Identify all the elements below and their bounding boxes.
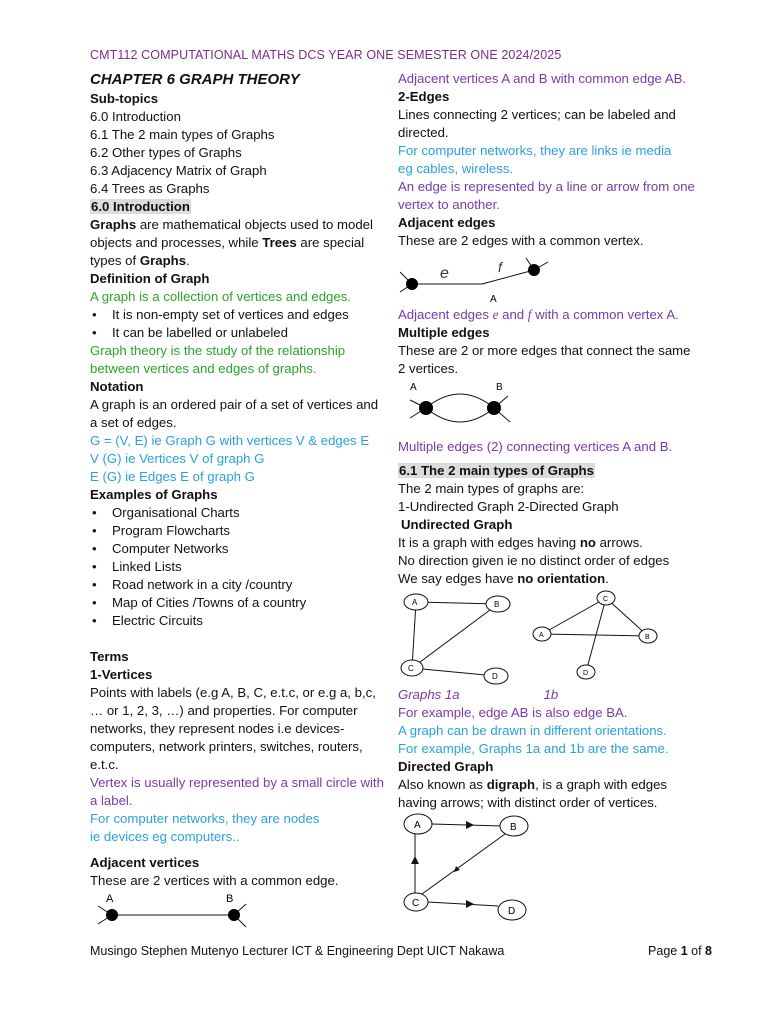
vertex-label: D [508, 906, 516, 917]
list-item: • Organisational Charts [90, 504, 385, 522]
subtopics-heading: Sub-topics [90, 91, 159, 106]
undirected-graphs-figure [398, 588, 668, 686]
definition-bullets [90, 306, 385, 342]
list-item: • It can be labelled or unlabeled [90, 324, 385, 342]
types-text: The 2 main types of graphs are: [398, 481, 585, 496]
undirected-text: We say edges have no orientation. [398, 571, 609, 586]
notation-text: A graph is an ordered pair of a set of vertices and a set of edges. [90, 397, 379, 430]
subtopic-item: 6.4 Trees as Graphs [90, 181, 210, 196]
intro-paragraph: Graphs are mathematical objects used to model objects and processes, while Trees are special types of Graphs. [90, 217, 373, 268]
orientation-note: For example, Graphs 1a and 1b are the same. [398, 741, 669, 756]
list-item: • Computer Networks [90, 540, 385, 558]
chapter-title: CHAPTER 6 GRAPH THEORY [90, 71, 300, 88]
right-column [398, 70, 698, 924]
vertex-label: D [492, 672, 498, 681]
orientation-note: For example, edge AB is also edge BA. [398, 705, 628, 720]
vertices-note: Vertex is usually represented by a small circle with a label. [90, 775, 384, 808]
multiple-edges-heading: Multiple edges [398, 325, 490, 340]
types-heading: 6.1 The 2 main types of Graphs [399, 463, 594, 478]
notation-line: G = (V, E) ie Graph G with vertices V & edges E [90, 433, 370, 448]
directed-heading: Directed Graph [398, 759, 494, 774]
definition-text: A graph is a collection of vertices and edges. [90, 289, 351, 304]
adjacent-vertices-caption: Adjacent vertices A and B with common edge AB. [398, 71, 687, 86]
adjacent-vertices-heading: Adjacent vertices [90, 855, 200, 870]
subtopic-item: 6.0 Introduction [90, 109, 181, 124]
vertices-network-line: For computer networks, they are nodes [90, 811, 320, 826]
undirected-heading: Undirected Graph [401, 517, 513, 532]
vertices-network-line: ie devices eg computers.. [90, 829, 240, 844]
vertex-label: B [510, 822, 517, 833]
edges-note: An edge is represented by a line or arrow from one vertex to another. [398, 179, 695, 212]
edge-label: f [498, 259, 502, 275]
adjacent-vertices-figure [90, 890, 270, 932]
notation-heading: Notation [90, 379, 144, 394]
multiple-edges-text: These are 2 or more edges that connect the same 2 vertices. [398, 343, 691, 376]
vertex-label: C [603, 596, 609, 603]
types-text: 1-Undirected Graph 2-Directed Graph [398, 499, 619, 514]
left-column [90, 70, 385, 932]
list-item: • Linked Lists [90, 558, 385, 576]
directed-graph-figure [398, 812, 548, 924]
intro-heading: 6.0 Introduction [91, 199, 190, 214]
multiple-edges-caption: Multiple edges (2) connecting vertices A and B. [398, 439, 673, 454]
vertex-label: A [106, 893, 114, 905]
list-item: • Electric Circuits [90, 612, 385, 630]
directed-text: Also known as digraph, is a graph with edges having arrows; with distinct order of vertices. [398, 777, 668, 810]
graphs-caption: Graphs 1a 1b [398, 687, 559, 702]
footer-author: Musingo Stephen Mutenyo Lecturer ICT & Engineering Dept UICT Nakawa [90, 944, 505, 958]
definition-heading: Definition of Graph [90, 271, 210, 286]
subtopic-item: 6.2 Other types of Graphs [90, 145, 242, 160]
page-number: Page 1 of 8 [648, 944, 712, 958]
vertex-label: A [490, 294, 497, 305]
notation-line: E (G) ie Edges E of graph G [90, 469, 255, 484]
vertex-label: C [412, 898, 420, 909]
vertex-label: B [496, 382, 503, 393]
undirected-text: No direction given ie no distinct order of edges [398, 553, 670, 568]
graph-theory-text: Graph theory is the study of the relationship between vertices and edges of graphs. [90, 343, 346, 376]
vertex-label: B [226, 893, 234, 905]
examples-list [90, 504, 385, 630]
edges-text: Lines connecting 2 vertices; can be labeled and directed. [398, 107, 676, 140]
vertex-label: C [408, 664, 414, 673]
multiple-edges-figure [398, 378, 528, 432]
adjacent-vertices-text: These are 2 vertices with a common edge. [90, 873, 339, 888]
vertex-label: A [539, 632, 544, 639]
edges-network-line: For computer networks, they are links ie media [398, 143, 672, 158]
page-footer [90, 942, 712, 960]
vertex-label: D [583, 670, 589, 677]
subtopic-item: 6.3 Adjacency Matrix of Graph [90, 163, 267, 178]
terms-heading: Terms [90, 649, 129, 664]
vertex-label: B [494, 600, 500, 609]
notation-line: V (G) ie Vertices V of graph G [90, 451, 265, 466]
subtopic-item: 6.1 The 2 main types of Graphs [90, 127, 275, 142]
list-item: • It is non-empty set of vertices and edges [90, 306, 385, 324]
adjacent-edges-figure [398, 250, 568, 306]
edge-label: e [440, 265, 449, 282]
undirected-text: It is a graph with edges having no arrows. [398, 535, 643, 550]
vertices-heading: 1-Vertices [90, 667, 153, 682]
vertex-label: B [645, 634, 650, 641]
list-item: • Road network in a city /country [90, 576, 385, 594]
examples-heading: Examples of Graphs [90, 487, 218, 502]
list-item: • Map of Cities /Towns of a country [90, 594, 385, 612]
vertices-text: Points with labels (e.g A, B, C, e.t.c, or e.g a, b,c, … or 1, 2, 3, …) and properties. For computer networks, they represent nodes i.e devices-computers, network printers, switches, routers, e.t.c. [90, 685, 376, 772]
adjacent-edges-heading: Adjacent edges [398, 215, 496, 230]
page-header: CMT112 COMPUTATIONAL MATHS DCS YEAR ONE SEMESTER ONE 2024/2025 [90, 48, 562, 62]
orientation-note: A graph can be drawn in different orientations. [398, 723, 667, 738]
vertex-label: A [414, 820, 421, 831]
vertex-label: A [410, 382, 417, 393]
edges-network-line: eg cables, wireless. [398, 161, 514, 176]
edges-heading: 2-Edges [398, 89, 450, 104]
list-item: • Program Flowcharts [90, 522, 385, 540]
adjacent-edges-caption: Adjacent edges e and f with a common vertex A. [398, 307, 679, 322]
vertex-label: A [412, 598, 418, 607]
adjacent-edges-text: These are 2 edges with a common vertex. [398, 233, 644, 248]
